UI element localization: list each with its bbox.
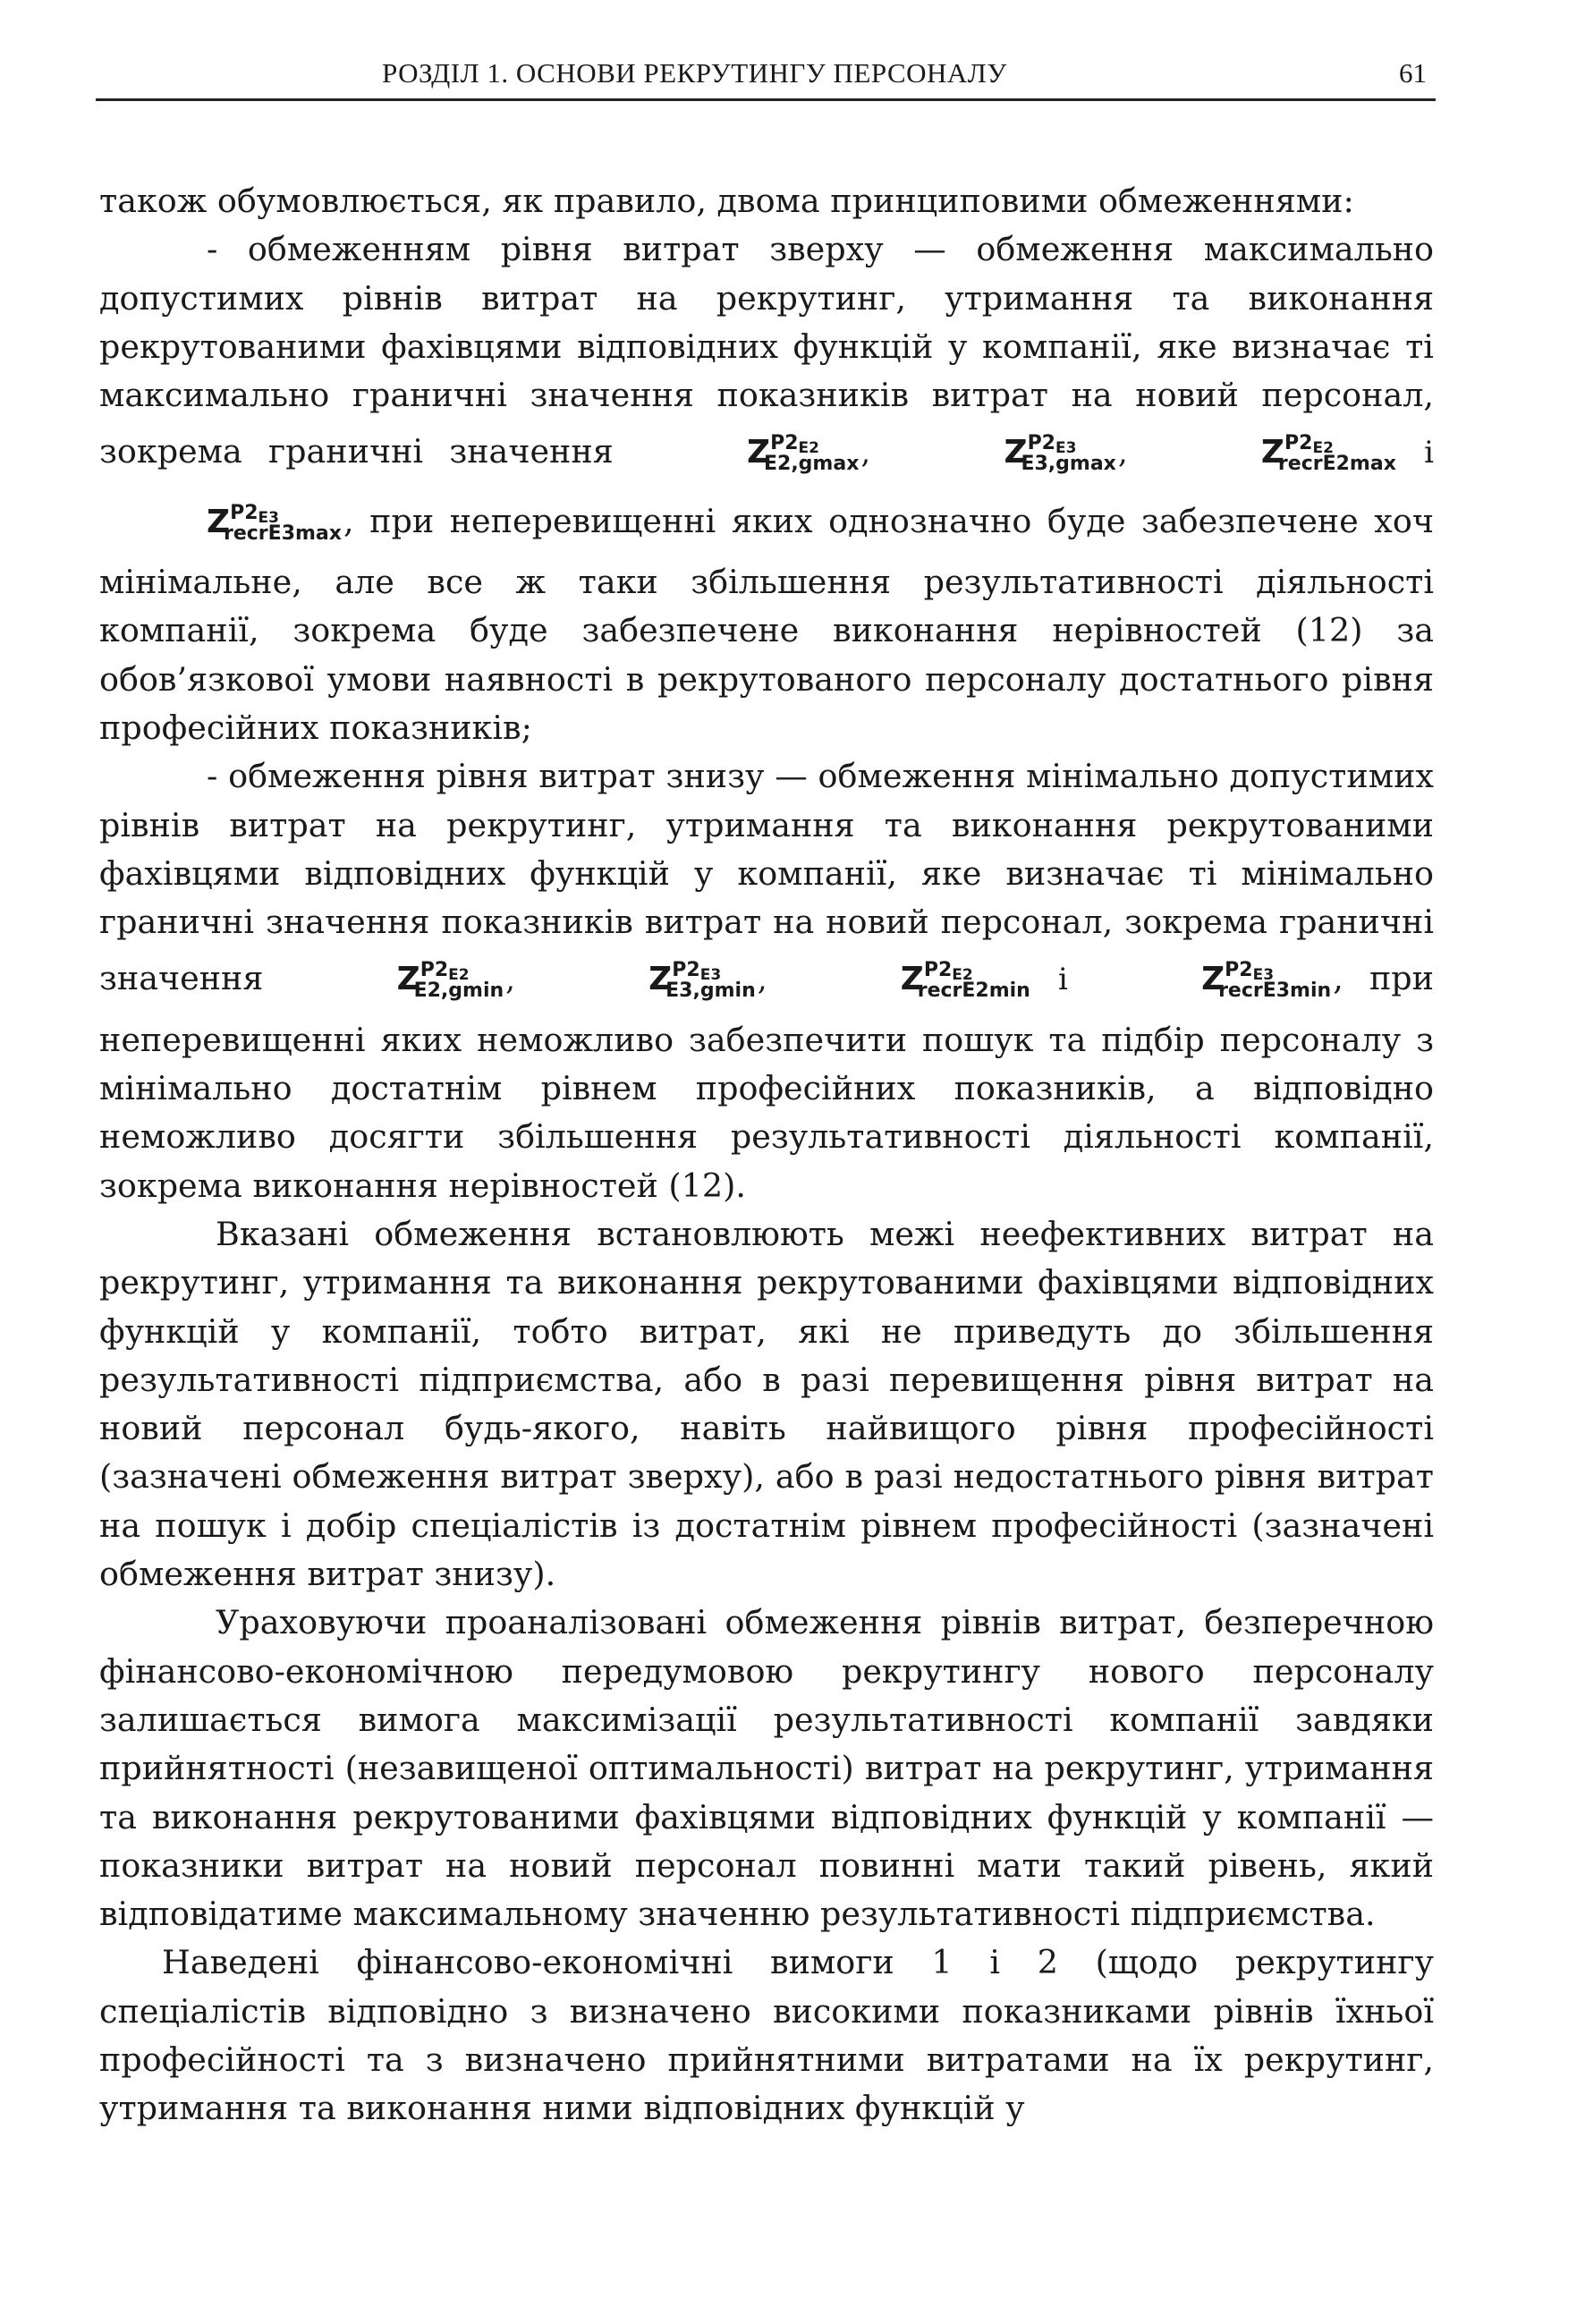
formula-z-recr-e3-max: $Z^{P2E3}_{recrE3max}$ bbox=[207, 501, 342, 545]
formula-min-group: $Z^{P2E2}_{E2,gmin}$, $Z^{P2E3}_{E3,gmin}$, $Z^{P2E2}_{recrE2min}$ і $Z^{P2E3}_{recrE3min}$ bbox=[290, 959, 1334, 997]
formula-z-e3-gmin: $Z^{P2E3}_{E3,gmin}$ bbox=[648, 959, 756, 1003]
lower-limit-text: - обмеження рівня витрат знизу — обмеження мінімально допустимих рівнів витрат на рекрутинг, утримання та виконання рекрутованими фахівцями відповідних функцій у компанії, яке визначає ті мінімально граничні значення показників витрат на новий персонал, зокрема граничні значення bbox=[99, 757, 1434, 998]
list-item-lower-limit bbox=[99, 752, 1434, 1210]
formula-z-e2-gmax: $Z^{P2E2}_{E2,gmax}$ bbox=[746, 432, 860, 476]
paragraph-prerequisite: Ураховуючи проаналізовані обмеження рівнів витрат, безперечною фінансово-економічною передумовою рекрутингу нового персоналу залишається вимога максимізації результативності компанії завдяки прийнятності (незавищеної оптимальності) витрат на рекрутинг, утримання та виконання рекрутованими фахівцями відповідних функцій у компанії — показники витрат на новий персонал повинні мати такий рівень, який відповідатиме максимальному значенню результативності підприємства. bbox=[99, 1603, 1434, 1934]
lower-limit-text-cont: , при неперевищенні яких неможливо забезпечити пошук та підбір персоналу з мінімально достатнім рівнем професійних показників, а відповідно неможливо досягти збільшення результативності діяльності компанії, зокрема виконання нерівностей (12). bbox=[99, 959, 1434, 1205]
formula-z-recr-e3-min: $Z^{P2E3}_{recrE3min}$ bbox=[1201, 959, 1332, 1003]
running-header bbox=[96, 52, 1436, 101]
page-body bbox=[99, 177, 1434, 2133]
formula-max-group: $Z^{P2E2}_{E2,gmax}$, $Z^{P2E3}_{E3,gmax}$, $Z^{P2E2}_{recrE2max}$ і $Z^{P2E3}_{recrE3max}$ bbox=[99, 432, 1434, 539]
page-number: 61 bbox=[1399, 57, 1427, 89]
chapter-title: РОЗДІЛ 1. ОСНОВИ РЕКРУТИНГУ ПЕРСОНАЛУ bbox=[382, 57, 1007, 89]
formula-z-recr-e2-min: $Z^{P2E2}_{recrE2min}$ bbox=[900, 959, 1030, 1003]
formula-z-recr-e2-max: $Z^{P2E2}_{recrE2max}$ bbox=[1260, 432, 1396, 476]
formula-z-e2-gmin: $Z^{P2E2}_{E2,gmin}$ bbox=[396, 959, 504, 1003]
upper-limit-text: - обмеженням рівня витрат зверху — обмеження максимально допустимих рівнів витрат на рекрутинг, утримання та виконання рекрутованими фахівцями відповідних функцій у компанії, яке визначає ті максимально граничні значення показників витрат на новий персонал, зокрема граничні значення bbox=[99, 230, 1434, 471]
list-item-upper-limit bbox=[99, 225, 1434, 752]
paragraph-intro: також обумовлюється, як правило, двома принциповими обмеженнями: bbox=[99, 182, 1354, 220]
upper-limit-text-cont: , при неперевищенні яких однозначно буде забезпечене хоч мінімальне, але все ж таки збільшення результативності діяльності компанії, зокрема буде забезпечене виконання нерівностей (12) за обов’язкової умови наявності в рекрутованого персоналу достатнього рівня професійних показників; bbox=[99, 501, 1434, 747]
formula-z-e3-gmax: $Z^{P2E3}_{E3,gmax}$ bbox=[1004, 432, 1116, 476]
paragraph-limits-meaning: Вказані обмеження встановлюють межі неефективних витрат на рекрутинг, утримання та виконання рекрутованими фахівцями відповідних функцій у компанії, тобто витрат, які не приведуть до збільшення результативності підприємства, або в разі перевищення рівня витрат на новий персонал будь-якого, навіть найвищого рівня професійності (зазначені обмеження витрат зверху), або в разі недостатнього рівня витрат на пошук і добір спеціалістів із достатнім рівнем професійності (зазначені обмеження витрат знизу). bbox=[99, 1214, 1434, 1594]
paragraph-requirements: Наведені фінансово-економічні вимоги 1 і 2 (щодо рекрутингу спеціалістів відповідно з визначено високими показниками рівнів їхньої професійності та з визначено прийнятними витратами на їх рекрутинг, утримання та виконання ними відповідних функцій у bbox=[99, 1943, 1434, 2128]
